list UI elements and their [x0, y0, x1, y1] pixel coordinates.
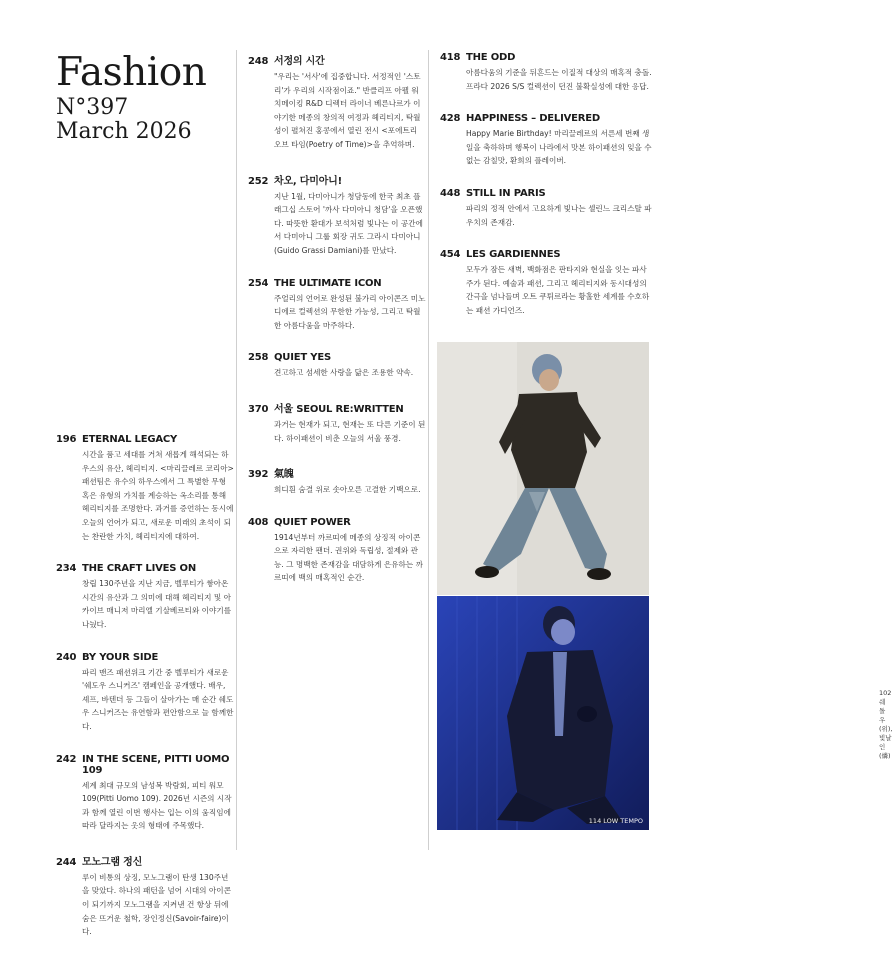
toc-entry-title: IN THE SCENE, PITTI UOMO 109 — [82, 753, 230, 776]
toc-entry-header — [248, 278, 426, 289]
toc-entry[interactable] — [56, 563, 234, 631]
toc-entry-header — [248, 352, 426, 363]
toc-entry-title: QUIET YES — [274, 352, 331, 364]
page-number: 248 — [248, 56, 269, 67]
page-number: 408 — [248, 516, 269, 528]
toc-entry[interactable] — [248, 278, 426, 333]
toc-entry[interactable] — [248, 465, 426, 497]
toc-entry-header — [248, 517, 426, 528]
toc-entry[interactable] — [56, 434, 234, 543]
toc-entry-description: 희디흰 숨결 위로 솟아오른 고결한 기백으로. — [274, 485, 421, 495]
toc-entry-description: 아름다움의 기준을 뒤흔드는 이질적 대상의 매혹적 충돌. 프라다 2026 S/S 컬렉션이 던진 불확실성에 대한 응답. — [466, 68, 652, 91]
toc-entry-title: 차오, 다미아니! — [274, 175, 343, 187]
toc-entry[interactable] — [248, 352, 426, 380]
toc-entry-title: BY YOUR SIDE — [82, 651, 159, 663]
toc-entry[interactable] — [440, 113, 652, 168]
toc-entry-header — [56, 853, 234, 868]
toc-entry-title: 서울 SEOUL RE:WRITTEN — [274, 403, 404, 415]
toc-entry-description: 견고하고 섬세한 사랑을 닮은 조용한 약속. — [274, 368, 414, 378]
toc-entry-title: 氣魄 — [274, 469, 294, 481]
toc-entry-header — [248, 172, 426, 187]
page-number: 252 — [248, 175, 269, 187]
page-number: 240 — [56, 651, 77, 663]
page-number: 242 — [56, 753, 77, 765]
page-number: 258 — [248, 352, 269, 364]
toc-entry-header — [248, 52, 426, 67]
toc-entry[interactable] — [440, 188, 652, 229]
toc-column-2 — [248, 52, 426, 605]
toc-entry-description: 세계 최대 규모의 남성복 박람회, 피티 워모 109(Pitti Uomo 109). 2026년 시즌의 시작과 함께 열린 이번 행사는 입는 이의 움직임에 따라 달라지는 옷의 형태에 주목했다. — [82, 780, 232, 831]
toc-entry-title: ETERNAL LEGACY — [82, 434, 178, 445]
page-number: 254 — [248, 277, 269, 289]
toc-entry-description: 루이 비통의 상징, 모노그램이 탄생 130주년을 맞았다. 하나의 패턴을 넘어 시대의 아이콘이 되기까지 모노그램을 지켜낸 건 항상 뒤에 숨은 뜨거운 철학, 장인정신(Savoir-faire)이다. — [82, 872, 231, 937]
toc-entry[interactable] — [56, 853, 234, 939]
page-number: 244 — [56, 856, 77, 868]
toc-entry-description: 파리 맨즈 패션위크 기간 중 벨루티가 새로운 '쉐도우 스니커즈' 캠페인을 공개했다. 배우, 셰프, 바텐더 등 그들이 살아가는 매 순간 쉐도우 스니커즈는 유연함과 편안함으로 늘 함께한다. — [82, 667, 234, 731]
toc-entry-description: "우리는 '서사'에 집중합니다. 서정적인 '스토리'가 우리의 시작점이죠." 반클리프 아펠 워치메이킹 R&D 디렉터 라이너 베른나르가 이야기한 메종의 창의적 여정과 헤리티지, 탁월성이 펼쳐진 홍콩에서 열린 전시 <포에트리 오브 타임(Poetry of Time)>을 추억하며. — [274, 72, 421, 149]
fashion-photo-1 — [437, 342, 892, 760]
toc-entry-header — [440, 113, 652, 124]
toc-entry-header — [56, 434, 234, 445]
toc-column-3 — [440, 52, 652, 338]
toc-entry[interactable] — [248, 517, 426, 585]
magazine-title: Fashion — [56, 50, 207, 95]
page-number: 418 — [440, 52, 461, 63]
toc-entry-title: THE ODD — [466, 52, 516, 63]
toc-entry-header — [248, 400, 426, 415]
toc-entry-title: STILL IN PARIS — [466, 187, 546, 199]
toc-entry-title: LES GARDIENNES — [466, 249, 561, 261]
toc-entry[interactable] — [248, 52, 426, 152]
photo-caption: 114 LOW TEMPO — [588, 817, 643, 825]
toc-entry-header — [56, 563, 234, 574]
page-number: 454 — [440, 249, 461, 261]
toc-entry-description: 주얼리의 언어로 완성된 불가리 아이콘즈 미노디에르 컬렉션의 무한한 가능성, 그리고 탁월한 아름다움을 마주하다. — [274, 293, 426, 330]
toc-entry-description: 과거는 현재가 되고, 현재는 또 다른 기준이 된다. 하이패션이 비춘 오늘의 서울 풍경. — [274, 419, 426, 443]
page-number: 234 — [56, 563, 77, 575]
photo-caption: 102 쉐 돌 우(위), 빛날 인(燐) — [879, 689, 892, 760]
toc-entry-header — [248, 465, 426, 480]
toc-entry-header — [56, 652, 234, 663]
toc-entry[interactable] — [56, 652, 234, 734]
toc-entry[interactable] — [440, 52, 652, 93]
page-number: 196 — [56, 434, 77, 445]
toc-entry[interactable] — [248, 172, 426, 258]
toc-entry-title: THE ULTIMATE ICON — [274, 277, 382, 289]
page-number: 370 — [248, 403, 269, 415]
toc-entry-header — [440, 188, 652, 199]
toc-entry-description: 파리의 정적 안에서 고요하게 빛나는 셀린느 크리스탈 파우치의 존재감. — [466, 203, 652, 227]
page-number: 392 — [248, 469, 269, 481]
toc-entry-title: THE CRAFT LIVES ON — [82, 563, 197, 575]
column-divider — [428, 50, 429, 850]
model-crouching-illustration — [437, 596, 649, 830]
toc-entry[interactable] — [56, 754, 234, 833]
toc-entry-title: HAPPINESS – DELIVERED — [466, 113, 601, 125]
toc-column-1 — [56, 434, 234, 959]
page-number: 428 — [440, 113, 461, 125]
issue-number: N°397 — [56, 95, 129, 120]
toc-entry-description: 시간을 품고 세대를 거쳐 새롭게 해석되는 하우스의 유산, 헤리티지. <마리끌레르 코리아> 패션팀은 유수의 하우스에서 그 특별한 무형 혹은 유형의 가치를 계승하는 옥소리를 통해 헤리티지를 조명한다. 과거를 증언하는 동시에 오늘의 언어가 되고, 새로운 미래의 초석이 되는 찬란한 가치, 헤리티지에 대하여. — [82, 450, 234, 541]
toc-entry-header — [440, 249, 652, 260]
issue-date: March 2026 — [56, 119, 192, 144]
toc-entry-description: Happy Marie Birthday! 마리끌레르의 서른세 번째 생일을 축하하며 행복이 나라에서 맛본 하이패션의 잊을 수 없는 감칠맛, 환희의 플레이버. — [466, 129, 652, 166]
toc-entry-title: 모노그램 정신 — [82, 856, 143, 868]
toc-entry[interactable] — [440, 249, 652, 317]
masthead — [56, 52, 206, 144]
toc-entry-header — [56, 754, 234, 776]
column-divider — [236, 50, 237, 850]
page-number: 448 — [440, 187, 461, 199]
fashion-photo-2 — [437, 596, 649, 830]
toc-entry[interactable] — [248, 400, 426, 445]
toc-entry-description: 지난 1월, 다미아니가 청담동에 한국 최초 플래그십 스토어 '까사 다미아니 청담'을 오픈했다. 따뜻한 환대가 보석처럼 빛나는 이 공간에서 다미아니 그룹 회장 귀도 그라시 다미아니(Guido Grassi Damiani)를 만났다. — [274, 191, 423, 255]
toc-entry-description: 모두가 잠든 새벽, 백화점은 판타지와 현실을 잇는 파사주가 된다. 예술과 패션, 그리고 헤리티지와 동시대성의 간극을 넘나들며 오트 쿠튀르라는 황홀한 세계를 수호하는 패션 가디언즈. — [466, 265, 650, 315]
toc-entry-title: QUIET POWER — [274, 516, 351, 528]
toc-entry-description: 1914년부터 까르띠에 메종의 상징적 아이콘으로 자리한 팬더. 권위와 독립성, 절제와 관능. 그 명백한 존재감을 대담하게 은유하는 까르띠에 백의 매혹적인 순간. — [274, 532, 423, 583]
toc-entry-title: 서정의 시간 — [274, 56, 325, 67]
model-standing-illustration — [437, 342, 649, 595]
toc-entry-description: 창립 130주년을 지난 지금, 벨루티가 쌓아온 시간의 유산과 그 의미에 대해 헤리티지 및 아카이브 매니저 마리엘 기살베르티와 이야기를 나눴다. — [82, 579, 232, 629]
toc-entry-header — [440, 52, 652, 63]
